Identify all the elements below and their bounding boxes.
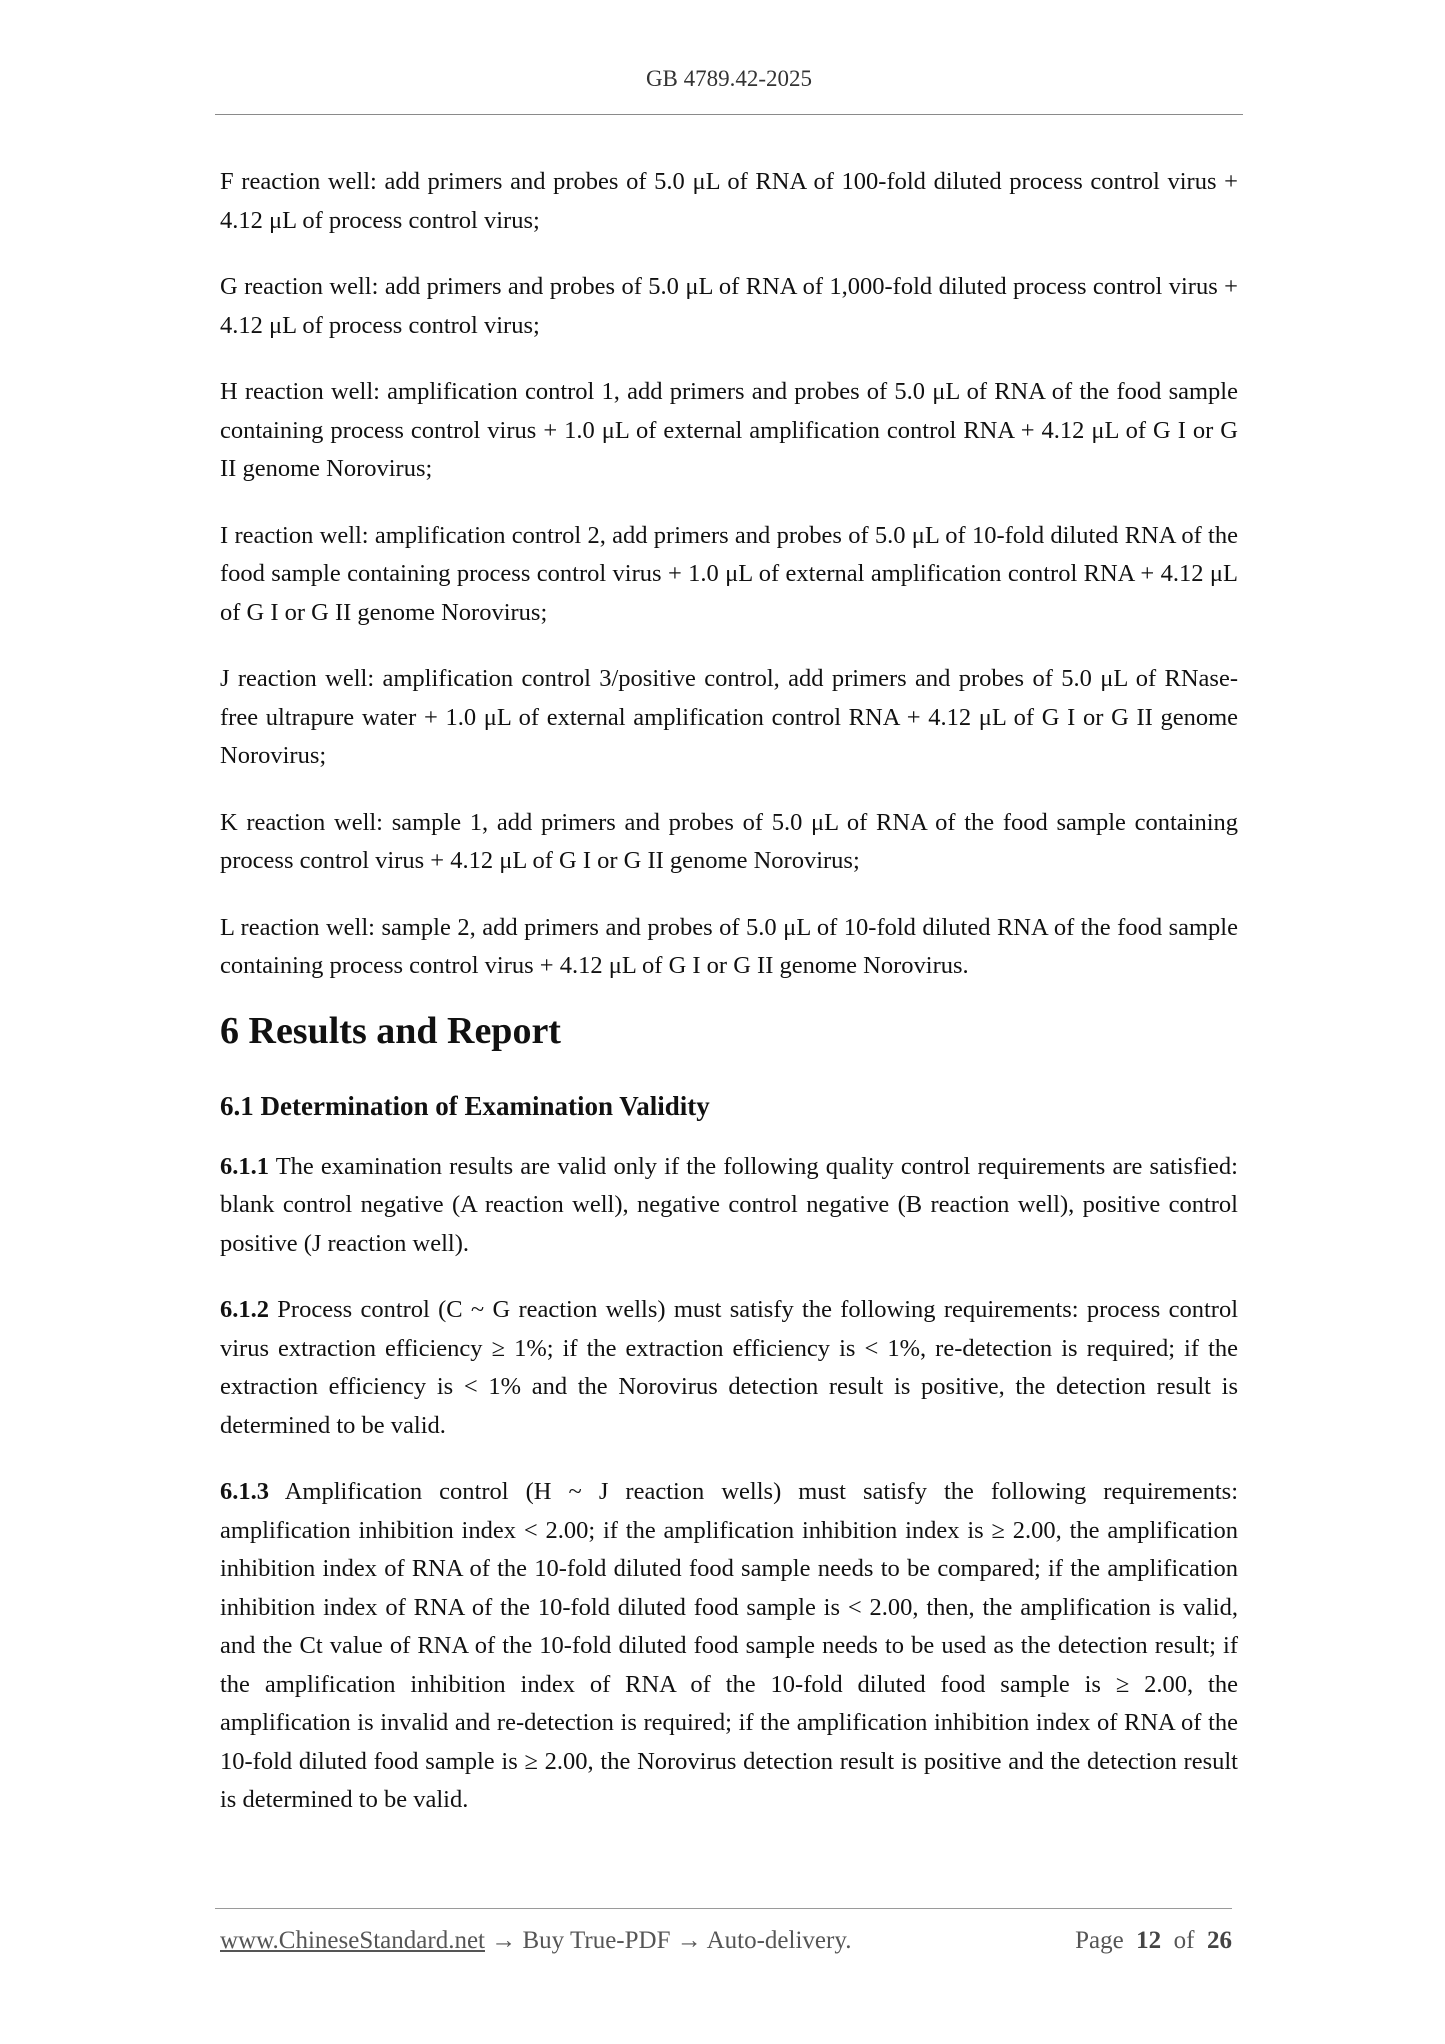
buy-text: Buy True-PDF (522, 1927, 671, 1954)
reaction-well-f: F reaction well: add primers and probes of 5.0 μL of RNA of 100-fold diluted process control virus + 4.12 μL of process control virus; (220, 168, 1238, 234)
page-number: 12 (1136, 1927, 1162, 1954)
subsection-title: 6.1 Determination of Examination Validity (220, 1090, 710, 1121)
reaction-well-g: G reaction well: add primers and probes of 5.0 μL of RNA of 1,000-fold diluted process control virus + 4.12 μL of process control virus; (220, 273, 1238, 339)
clause-text: Amplification control (H ~ J reaction wells) must satisfy the following requirements: amplification inhibition index < 2.00; if the amplification inhibition index is ≥ 2.00, the amplification inhibition index of RNA of the 10-fold diluted food sample needs to be compared; if the amplification inhibition index of RNA of the 10-fold diluted food sample is < 2.00, then, the amplification is valid, and the Ct value of RNA of the 10-fold diluted food sample needs to be used as the detection result; if the amplification inhibition index of RNA of the 10-fold diluted food sample is ≥ 2.00, the amplification is invalid and re-detection is required; if the amplification inhibition index of RNA of the 10-fold diluted food sample is ≥ 2.00, the Norovirus detection result is positive and the detection result is determined to be valid. (220, 1478, 1238, 1813)
clause-text: The examination results are valid only if the following quality control requirements are satisfied: blank control negative (A reaction well), negative control negative (B reaction well), positive control positive (J reaction well). (220, 1152, 1238, 1257)
page-footer (220, 1927, 1232, 1955)
clause-number: 6.1.2 (220, 1296, 269, 1323)
clause-number: 6.1.1 (220, 1152, 269, 1180)
page-total: 26 (1207, 1927, 1232, 1954)
clause-text: Process control (C ~ G reaction wells) must satisfy the following requirements: process control virus extraction efficiency ≥ 1%; if the extraction efficiency is < 1%, re-detection is required; if the extraction efficiency is < 1% and the Norovirus detection result is positive, the detection result is determined to be valid. (220, 1296, 1238, 1439)
reaction-well-l: L reaction well: sample 2, add primers and probes of 5.0 μL of 10-fold diluted RNA of the food sample containing process control virus + 4.12 μL of G I or G II genome Norovirus. (220, 913, 1238, 979)
clause-6-1-2 (220, 1291, 1238, 1445)
page-word: Page (1075, 1927, 1124, 1954)
page-body (220, 163, 1238, 1848)
page-indicator (1075, 1927, 1232, 1955)
section-title: 6 Results and Report (220, 1009, 561, 1052)
reaction-well-k: K reaction well: sample 1, add primers and probes of 5.0 μL of RNA of the food sample containing process control virus + 4.12 μL of G I or G II genome Norovirus; (220, 808, 1238, 874)
website-link[interactable]: www.ChineseStandard.net (220, 1927, 485, 1954)
page-header: GB 4789.42-2025 (645, 66, 813, 91)
clause-6-1-3 (220, 1473, 1238, 1820)
footer-divider (215, 1908, 1232, 1909)
clause-number: 6.1.3 (220, 1478, 269, 1505)
header-divider (215, 114, 1243, 115)
of-word: of (1173, 1927, 1195, 1954)
footer-left (220, 1927, 851, 1955)
arrow-icon: → (676, 1927, 702, 1954)
clause-6-1-1 (220, 1148, 1238, 1264)
reaction-well-j: J reaction well: amplification control 3/positive control, add primers and probes of 5.0 μL of RNase-free ultrapure water + 1.0 μL of external amplification control RNA + 4.12 μL of G I or G II genome Norovirus; (220, 665, 1238, 769)
reaction-well-i: I reaction well: amplification control 2, add primers and probes of 5.0 μL of 10-fold diluted RNA of the food sample containing process control virus + 1.0 μL of external amplification control RNA + 4.12 μL of G I or G II genome Norovirus; (220, 521, 1238, 626)
reaction-well-h: H reaction well: amplification control 1, add primers and probes of 5.0 μL of RNA of the food sample containing process control virus + 1.0 μL of external amplification control RNA + 4.12 μL of G I or G II genome Norovirus; (220, 378, 1238, 482)
delivery-text: Auto-delivery. (706, 1927, 852, 1954)
arrow-icon: → (491, 1927, 517, 1954)
